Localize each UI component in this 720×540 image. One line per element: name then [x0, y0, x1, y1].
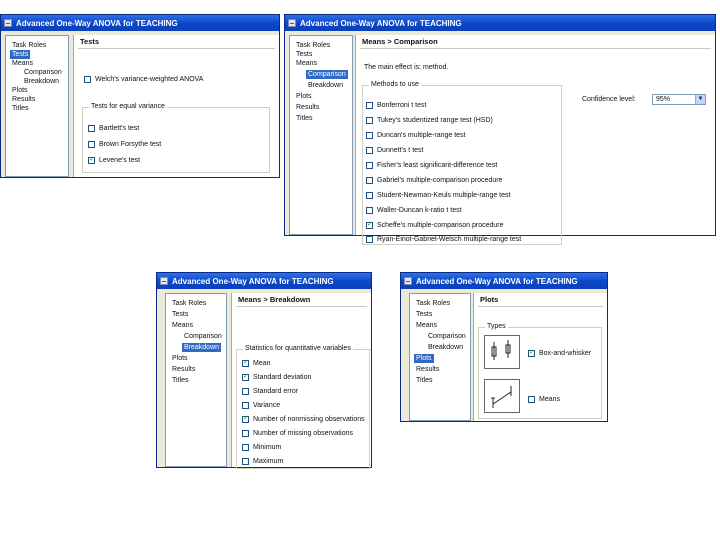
content-pane: [231, 293, 371, 467]
nav-item-task-roles[interactable]: Task Roles: [12, 42, 47, 49]
statistic-option[interactable]: [242, 359, 271, 368]
method-checkbox[interactable]: [366, 117, 373, 124]
method-label: Gabriel's multiple-comparison procedure: [377, 177, 503, 184]
bartlett-label: Bartlett's test: [99, 125, 140, 132]
title-bar[interactable]: [401, 273, 607, 289]
statistic-option[interactable]: [242, 373, 311, 382]
means-plot-icon: [484, 379, 520, 413]
nav-item-titles[interactable]: Titles: [12, 105, 29, 112]
nav-item-breakdown[interactable]: Breakdown: [184, 344, 220, 351]
method-option[interactable]: [366, 176, 502, 185]
content-pane: [473, 293, 607, 421]
method-option[interactable]: [366, 161, 497, 170]
nav-item-plots[interactable]: Plots: [172, 355, 188, 362]
nav-item-comparison[interactable]: Comparison: [184, 333, 222, 340]
nav-item-results[interactable]: Results: [172, 366, 196, 373]
method-label: Bonferroni t test: [377, 102, 427, 109]
statistic-option[interactable]: [242, 429, 353, 438]
welch-anova-option[interactable]: [84, 75, 203, 84]
window-plots: [400, 272, 608, 422]
method-checkbox[interactable]: [366, 222, 373, 229]
nav-item-means[interactable]: Means: [172, 322, 194, 329]
method-option[interactable]: [366, 206, 462, 215]
pane-title: Plots: [480, 295, 499, 304]
statistic-checkbox[interactable]: [242, 444, 249, 451]
brown-forsythe-checkbox[interactable]: [88, 141, 95, 148]
pane-title: Means > Comparison: [362, 37, 438, 46]
title-divider: [236, 306, 367, 307]
nav-item-comparison[interactable]: Comparison: [24, 69, 62, 76]
title-divider: [478, 306, 603, 307]
method-option[interactable]: [366, 146, 423, 155]
title-bar[interactable]: [285, 15, 715, 31]
nav-tree: [289, 35, 353, 235]
nav-tree: [409, 293, 471, 421]
confidence-level-value: 95%: [656, 96, 671, 103]
statistic-checkbox[interactable]: [242, 416, 249, 423]
confidence-level-label: Confidence level:: [582, 96, 636, 103]
content-pane: [355, 35, 715, 243]
box-whisker-icon: [484, 335, 520, 369]
bartlett-checkbox[interactable]: [88, 125, 95, 132]
window-title: Advanced One-Way ANOVA for TEACHING: [300, 18, 462, 28]
nav-item-breakdown[interactable]: Breakdown: [308, 82, 344, 89]
window-comparison: [284, 14, 716, 243]
nav-item-results[interactable]: Results: [416, 366, 440, 373]
nav-item-breakdown[interactable]: Breakdown: [428, 344, 464, 351]
nav-item-plots[interactable]: Plots: [12, 87, 28, 94]
nav-tree: [165, 293, 227, 467]
statistic-option[interactable]: [242, 457, 283, 466]
content-pane: [73, 35, 279, 177]
statistic-label: Maximum: [253, 458, 284, 465]
statistic-option[interactable]: [242, 401, 280, 410]
statistic-label: Standard deviation: [253, 374, 312, 381]
box-whisker-label: Box-and-whisker: [539, 350, 592, 357]
method-checkbox[interactable]: [366, 132, 373, 139]
method-option[interactable]: [366, 235, 521, 244]
method-label: Tukey's studentized range test (HSD): [377, 117, 493, 124]
statistic-label: Number of nonmissing observations: [253, 416, 365, 423]
method-label: Duncan's multiple-range test: [377, 132, 466, 139]
nav-item-plots[interactable]: Plots: [296, 93, 312, 100]
nav-item-means[interactable]: Means: [296, 60, 318, 67]
method-checkbox[interactable]: [366, 102, 373, 109]
nav-item-results[interactable]: Results: [12, 96, 36, 103]
nav-item-tests[interactable]: Tests: [172, 311, 189, 318]
window-title: Advanced One-Way ANOVA for TEACHING: [172, 276, 334, 286]
method-option[interactable]: [366, 101, 426, 110]
method-label: Fisher's least significant-difference test: [377, 162, 498, 169]
method-checkbox[interactable]: [366, 177, 373, 184]
bartlett-option[interactable]: [88, 124, 139, 133]
levene-label: Levene's test: [99, 157, 141, 164]
statistic-option[interactable]: [242, 387, 298, 396]
app-icon: [288, 19, 296, 27]
statistics-group-label: Statistics for quantitative variables: [245, 345, 351, 352]
app-icon: [404, 277, 412, 285]
method-checkbox[interactable]: [366, 162, 373, 169]
app-icon: [160, 277, 168, 285]
nav-item-means[interactable]: Means: [12, 60, 34, 67]
method-label: Scheffe's multiple-comparison procedure: [377, 222, 504, 229]
welch-anova-label: Welch's variance-weighted ANOVA: [95, 76, 204, 83]
method-option[interactable]: [366, 221, 504, 230]
title-divider: [360, 48, 711, 49]
window-title: Advanced One-Way ANOVA for TEACHING: [16, 18, 178, 28]
window-breakdown: [156, 272, 372, 468]
types-group-label: Types: [487, 323, 506, 330]
method-label: Student-Newman-Keuls multiple-range test: [377, 192, 511, 199]
nav-item-titles[interactable]: Titles: [172, 377, 189, 384]
methods-group-label: Methods to use: [371, 81, 419, 88]
levene-checkbox[interactable]: [88, 157, 95, 164]
method-checkbox[interactable]: [366, 147, 373, 154]
nav-item-breakdown[interactable]: Breakdown: [24, 78, 60, 85]
nav-item-tests[interactable]: Tests: [12, 51, 29, 58]
title-bar[interactable]: [157, 273, 371, 289]
nav-item-task-roles[interactable]: Task Roles: [172, 300, 207, 307]
equal-variance-group-label: Tests for equal variance: [91, 103, 165, 110]
statistic-option[interactable]: [242, 443, 281, 452]
means-checkbox[interactable]: [528, 396, 535, 403]
method-label: Ryan-Einot-Gabriel-Welsch multiple-range test: [377, 236, 522, 243]
brown-forsythe-label: Brown Forsythe test: [99, 141, 162, 148]
method-option[interactable]: [366, 191, 510, 200]
box-whisker-checkbox[interactable]: [528, 350, 535, 357]
statistic-checkbox[interactable]: [242, 402, 249, 409]
statistic-checkbox[interactable]: [242, 360, 249, 367]
statistic-label: Standard error: [253, 388, 299, 395]
method-label: Dunnett's t test: [377, 147, 424, 154]
app-icon: [4, 19, 12, 27]
nav-item-task-roles[interactable]: Task Roles: [416, 300, 451, 307]
box-whisker-option[interactable]: [528, 349, 591, 358]
nav-item-titles[interactable]: Titles: [416, 377, 433, 384]
nav-item-comparison[interactable]: Comparison: [428, 333, 466, 340]
statistic-checkbox[interactable]: [242, 374, 249, 381]
nav-item-titles[interactable]: Titles: [296, 115, 313, 122]
statistic-checkbox[interactable]: [242, 458, 249, 465]
statistic-checkbox[interactable]: [242, 430, 249, 437]
method-label: Waller-Duncan k-ratio t test: [377, 207, 462, 214]
nav-item-results[interactable]: Results: [296, 104, 320, 111]
pane-title: Tests: [80, 37, 100, 46]
nav-item-comparison[interactable]: Comparison: [308, 71, 346, 78]
window-title: Advanced One-Way ANOVA for TEACHING: [416, 276, 578, 286]
method-option[interactable]: [366, 116, 493, 125]
statistic-label: Minimum: [253, 444, 282, 451]
nav-item-tests[interactable]: Tests: [296, 51, 313, 58]
nav-item-plots[interactable]: Plots: [416, 355, 432, 362]
chevron-down-icon[interactable]: ▼: [695, 95, 705, 104]
title-bar[interactable]: [1, 15, 279, 31]
method-checkbox[interactable]: [366, 192, 373, 199]
nav-tree: [5, 35, 69, 177]
pane-title: Means > Breakdown: [238, 295, 311, 304]
nav-item-means[interactable]: Means: [416, 322, 438, 329]
levene-option[interactable]: [88, 156, 140, 165]
main-effect-text: The main effect is: method.: [364, 64, 449, 71]
method-checkbox[interactable]: [366, 236, 373, 243]
statistic-label: Variance: [253, 402, 281, 409]
title-divider: [78, 48, 275, 49]
confidence-level-select[interactable]: [652, 94, 706, 105]
means-option[interactable]: [528, 395, 560, 404]
welch-anova-checkbox[interactable]: [84, 76, 91, 83]
statistic-label: Number of missing observations: [253, 430, 353, 437]
method-option[interactable]: [366, 131, 466, 140]
statistic-option[interactable]: [242, 415, 365, 424]
brown-forsythe-option[interactable]: [88, 140, 161, 149]
means-label: Means: [539, 396, 561, 403]
nav-item-tests[interactable]: Tests: [416, 311, 433, 318]
window-tests: [0, 14, 280, 178]
nav-item-task-roles[interactable]: Task Roles: [296, 42, 331, 49]
statistic-checkbox[interactable]: [242, 388, 249, 395]
statistic-label: Mean: [253, 360, 271, 367]
method-checkbox[interactable]: [366, 207, 373, 214]
